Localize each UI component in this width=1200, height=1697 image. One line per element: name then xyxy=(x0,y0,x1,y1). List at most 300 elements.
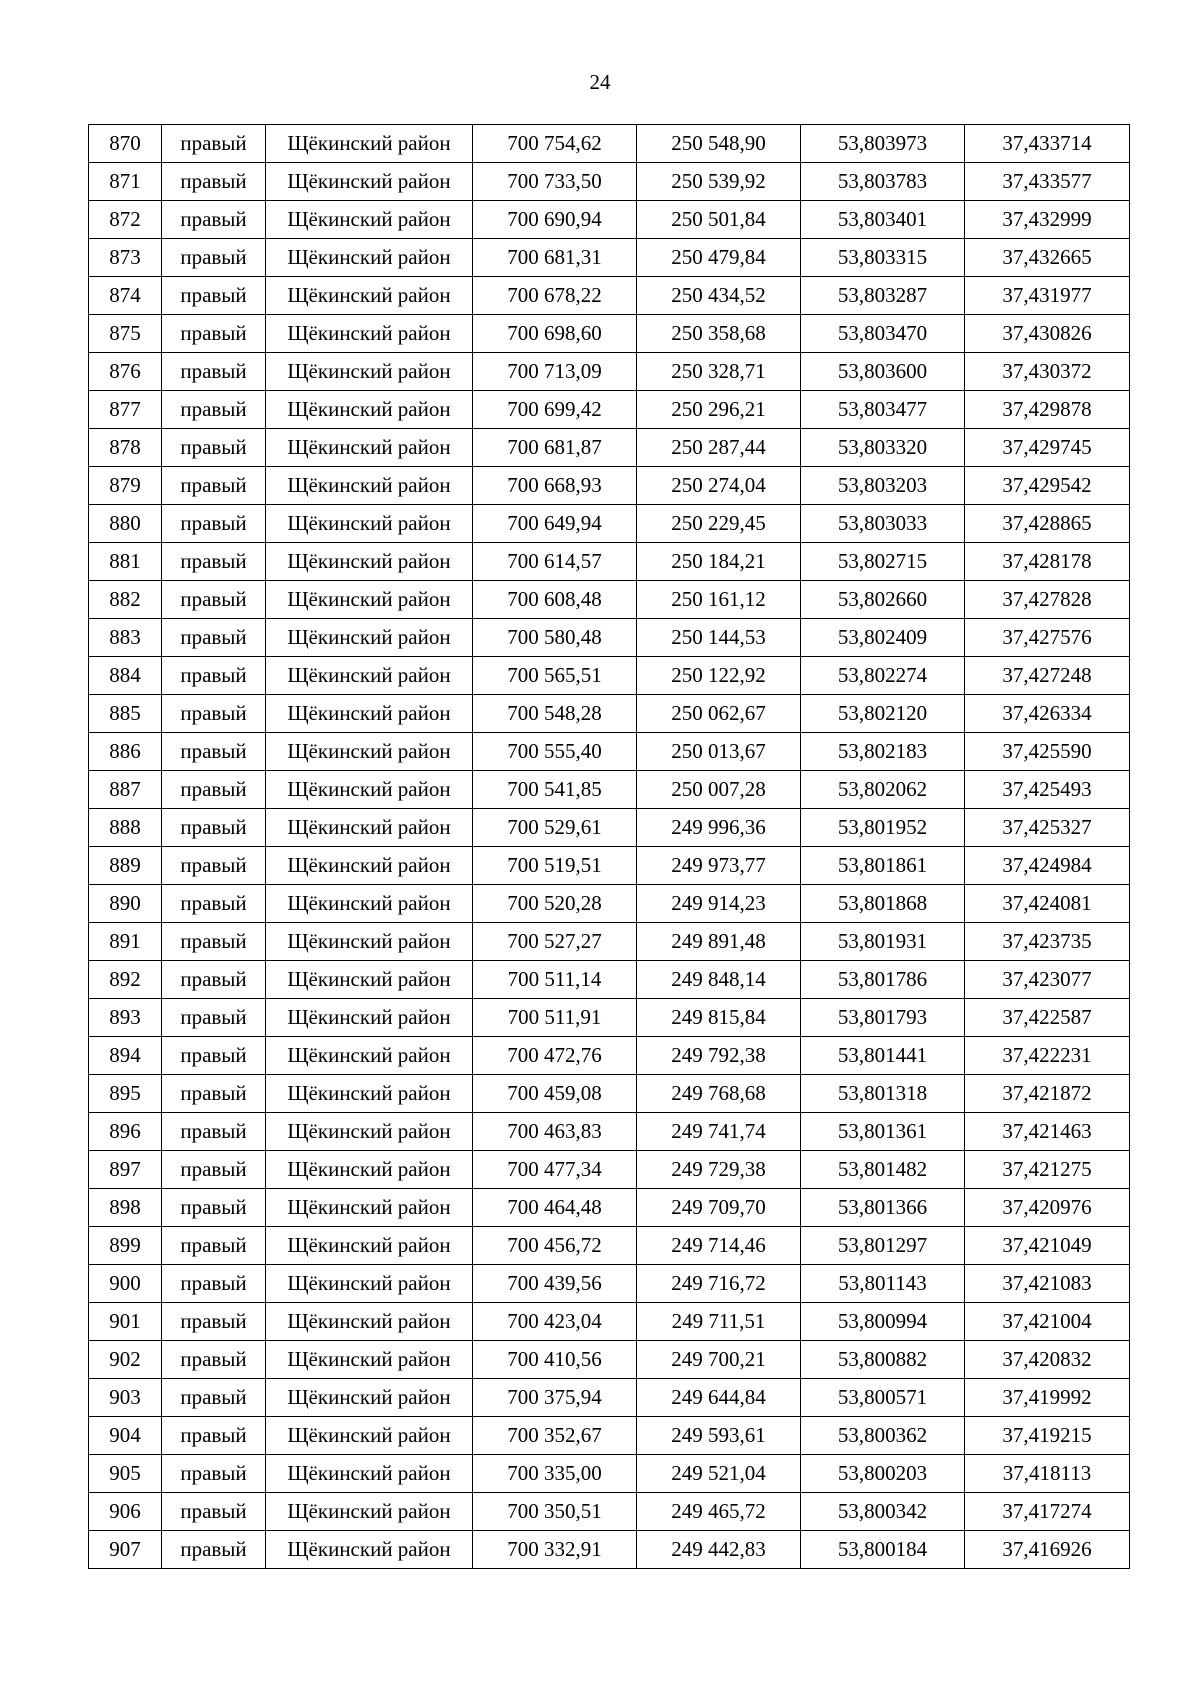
table-row xyxy=(89,619,1130,657)
district-cell: Щёкинский район xyxy=(266,961,473,999)
point-number-cell: 903 xyxy=(89,1379,162,1417)
latitude-cell: 53,802274 xyxy=(801,657,965,695)
table-row xyxy=(89,277,1130,315)
longitude-cell: 37,432665 xyxy=(965,239,1130,277)
longitude-cell: 37,427576 xyxy=(965,619,1130,657)
point-number-cell: 872 xyxy=(89,201,162,239)
longitude-cell: 37,430826 xyxy=(965,315,1130,353)
bank-cell: правый xyxy=(162,1265,266,1303)
point-number-cell: 892 xyxy=(89,961,162,999)
y-coordinate-cell: 250 161,12 xyxy=(637,581,801,619)
latitude-cell: 53,803287 xyxy=(801,277,965,315)
district-cell: Щёкинский район xyxy=(266,619,473,657)
y-coordinate-cell: 250 062,67 xyxy=(637,695,801,733)
y-coordinate-cell: 250 479,84 xyxy=(637,239,801,277)
y-coordinate-cell: 249 768,68 xyxy=(637,1075,801,1113)
longitude-cell: 37,425493 xyxy=(965,771,1130,809)
table-row xyxy=(89,923,1130,961)
point-number-cell: 887 xyxy=(89,771,162,809)
table-row xyxy=(89,505,1130,543)
table-row xyxy=(89,315,1130,353)
district-cell: Щёкинский район xyxy=(266,1379,473,1417)
bank-cell: правый xyxy=(162,1417,266,1455)
longitude-cell: 37,429745 xyxy=(965,429,1130,467)
point-number-cell: 876 xyxy=(89,353,162,391)
bank-cell: правый xyxy=(162,277,266,315)
y-coordinate-cell: 249 644,84 xyxy=(637,1379,801,1417)
point-number-cell: 874 xyxy=(89,277,162,315)
point-number-cell: 907 xyxy=(89,1531,162,1569)
table-row xyxy=(89,1037,1130,1075)
table-row xyxy=(89,1151,1130,1189)
latitude-cell: 53,801441 xyxy=(801,1037,965,1075)
bank-cell: правый xyxy=(162,1113,266,1151)
coordinates-table xyxy=(88,124,1130,1569)
table-row xyxy=(89,657,1130,695)
bank-cell: правый xyxy=(162,1379,266,1417)
table-row xyxy=(89,771,1130,809)
table-row xyxy=(89,543,1130,581)
x-coordinate-cell: 700 580,48 xyxy=(473,619,637,657)
bank-cell: правый xyxy=(162,391,266,429)
x-coordinate-cell: 700 520,28 xyxy=(473,885,637,923)
y-coordinate-cell: 249 709,70 xyxy=(637,1189,801,1227)
y-coordinate-cell: 250 501,84 xyxy=(637,201,801,239)
latitude-cell: 53,800342 xyxy=(801,1493,965,1531)
district-cell: Щёкинский район xyxy=(266,771,473,809)
table-row xyxy=(89,201,1130,239)
y-coordinate-cell: 249 729,38 xyxy=(637,1151,801,1189)
point-number-cell: 884 xyxy=(89,657,162,695)
y-coordinate-cell: 250 296,21 xyxy=(637,391,801,429)
longitude-cell: 37,428178 xyxy=(965,543,1130,581)
longitude-cell: 37,421463 xyxy=(965,1113,1130,1151)
point-number-cell: 896 xyxy=(89,1113,162,1151)
longitude-cell: 37,422587 xyxy=(965,999,1130,1037)
x-coordinate-cell: 700 352,67 xyxy=(473,1417,637,1455)
x-coordinate-cell: 700 519,51 xyxy=(473,847,637,885)
longitude-cell: 37,423735 xyxy=(965,923,1130,961)
longitude-cell: 37,416926 xyxy=(965,1531,1130,1569)
district-cell: Щёкинский район xyxy=(266,429,473,467)
latitude-cell: 53,800362 xyxy=(801,1417,965,1455)
latitude-cell: 53,803320 xyxy=(801,429,965,467)
x-coordinate-cell: 700 681,87 xyxy=(473,429,637,467)
point-number-cell: 899 xyxy=(89,1227,162,1265)
table-row xyxy=(89,695,1130,733)
longitude-cell: 37,432999 xyxy=(965,201,1130,239)
point-number-cell: 886 xyxy=(89,733,162,771)
district-cell: Щёкинский район xyxy=(266,847,473,885)
point-number-cell: 897 xyxy=(89,1151,162,1189)
bank-cell: правый xyxy=(162,999,266,1037)
district-cell: Щёкинский район xyxy=(266,581,473,619)
x-coordinate-cell: 700 754,62 xyxy=(473,125,637,163)
district-cell: Щёкинский район xyxy=(266,543,473,581)
point-number-cell: 894 xyxy=(89,1037,162,1075)
latitude-cell: 53,802660 xyxy=(801,581,965,619)
x-coordinate-cell: 700 511,91 xyxy=(473,999,637,1037)
longitude-cell: 37,421872 xyxy=(965,1075,1130,1113)
y-coordinate-cell: 249 914,23 xyxy=(637,885,801,923)
district-cell: Щёкинский район xyxy=(266,1265,473,1303)
point-number-cell: 891 xyxy=(89,923,162,961)
longitude-cell: 37,420976 xyxy=(965,1189,1130,1227)
latitude-cell: 53,801786 xyxy=(801,961,965,999)
point-number-cell: 898 xyxy=(89,1189,162,1227)
district-cell: Щёкинский район xyxy=(266,239,473,277)
point-number-cell: 888 xyxy=(89,809,162,847)
latitude-cell: 53,800203 xyxy=(801,1455,965,1493)
table-row xyxy=(89,353,1130,391)
point-number-cell: 895 xyxy=(89,1075,162,1113)
longitude-cell: 37,421083 xyxy=(965,1265,1130,1303)
table-body xyxy=(89,125,1130,1569)
longitude-cell: 37,419992 xyxy=(965,1379,1130,1417)
x-coordinate-cell: 700 668,93 xyxy=(473,467,637,505)
longitude-cell: 37,426334 xyxy=(965,695,1130,733)
longitude-cell: 37,433577 xyxy=(965,163,1130,201)
point-number-cell: 879 xyxy=(89,467,162,505)
district-cell: Щёкинский район xyxy=(266,125,473,163)
table-row xyxy=(89,1075,1130,1113)
district-cell: Щёкинский район xyxy=(266,1493,473,1531)
bank-cell: правый xyxy=(162,1455,266,1493)
x-coordinate-cell: 700 614,57 xyxy=(473,543,637,581)
district-cell: Щёкинский район xyxy=(266,657,473,695)
district-cell: Щёкинский район xyxy=(266,999,473,1037)
table-row xyxy=(89,809,1130,847)
longitude-cell: 37,425327 xyxy=(965,809,1130,847)
point-number-cell: 905 xyxy=(89,1455,162,1493)
longitude-cell: 37,424984 xyxy=(965,847,1130,885)
district-cell: Щёкинский район xyxy=(266,163,473,201)
x-coordinate-cell: 700 511,14 xyxy=(473,961,637,999)
bank-cell: правый xyxy=(162,581,266,619)
bank-cell: правый xyxy=(162,733,266,771)
longitude-cell: 37,420832 xyxy=(965,1341,1130,1379)
longitude-cell: 37,431977 xyxy=(965,277,1130,315)
latitude-cell: 53,803477 xyxy=(801,391,965,429)
point-number-cell: 885 xyxy=(89,695,162,733)
latitude-cell: 53,801482 xyxy=(801,1151,965,1189)
x-coordinate-cell: 700 541,85 xyxy=(473,771,637,809)
y-coordinate-cell: 250 184,21 xyxy=(637,543,801,581)
longitude-cell: 37,423077 xyxy=(965,961,1130,999)
latitude-cell: 53,801318 xyxy=(801,1075,965,1113)
x-coordinate-cell: 700 733,50 xyxy=(473,163,637,201)
x-coordinate-cell: 700 699,42 xyxy=(473,391,637,429)
y-coordinate-cell: 249 848,14 xyxy=(637,961,801,999)
latitude-cell: 53,801868 xyxy=(801,885,965,923)
point-number-cell: 878 xyxy=(89,429,162,467)
x-coordinate-cell: 700 335,00 xyxy=(473,1455,637,1493)
district-cell: Щёкинский район xyxy=(266,1037,473,1075)
bank-cell: правый xyxy=(162,467,266,505)
longitude-cell: 37,427248 xyxy=(965,657,1130,695)
district-cell: Щёкинский район xyxy=(266,1151,473,1189)
longitude-cell: 37,429878 xyxy=(965,391,1130,429)
x-coordinate-cell: 700 555,40 xyxy=(473,733,637,771)
district-cell: Щёкинский район xyxy=(266,923,473,961)
x-coordinate-cell: 700 423,04 xyxy=(473,1303,637,1341)
district-cell: Щёкинский район xyxy=(266,695,473,733)
table-row xyxy=(89,581,1130,619)
bank-cell: правый xyxy=(162,619,266,657)
y-coordinate-cell: 249 973,77 xyxy=(637,847,801,885)
table-row xyxy=(89,1113,1130,1151)
bank-cell: правый xyxy=(162,809,266,847)
table-row xyxy=(89,1531,1130,1569)
table-row xyxy=(89,733,1130,771)
point-number-cell: 889 xyxy=(89,847,162,885)
latitude-cell: 53,803600 xyxy=(801,353,965,391)
x-coordinate-cell: 700 332,91 xyxy=(473,1531,637,1569)
table-row xyxy=(89,1417,1130,1455)
district-cell: Щёкинский район xyxy=(266,467,473,505)
y-coordinate-cell: 249 891,48 xyxy=(637,923,801,961)
point-number-cell: 875 xyxy=(89,315,162,353)
longitude-cell: 37,418113 xyxy=(965,1455,1130,1493)
bank-cell: правый xyxy=(162,239,266,277)
bank-cell: правый xyxy=(162,1075,266,1113)
y-coordinate-cell: 249 521,04 xyxy=(637,1455,801,1493)
district-cell: Щёкинский район xyxy=(266,1341,473,1379)
longitude-cell: 37,427828 xyxy=(965,581,1130,619)
longitude-cell: 37,430372 xyxy=(965,353,1130,391)
longitude-cell: 37,421049 xyxy=(965,1227,1130,1265)
latitude-cell: 53,802715 xyxy=(801,543,965,581)
table-row xyxy=(89,1303,1130,1341)
y-coordinate-cell: 249 716,72 xyxy=(637,1265,801,1303)
bank-cell: правый xyxy=(162,1303,266,1341)
y-coordinate-cell: 250 358,68 xyxy=(637,315,801,353)
district-cell: Щёкинский район xyxy=(266,391,473,429)
table-row xyxy=(89,1493,1130,1531)
x-coordinate-cell: 700 698,60 xyxy=(473,315,637,353)
district-cell: Щёкинский район xyxy=(266,1075,473,1113)
table-row xyxy=(89,1379,1130,1417)
longitude-cell: 37,421275 xyxy=(965,1151,1130,1189)
latitude-cell: 53,801861 xyxy=(801,847,965,885)
longitude-cell: 37,422231 xyxy=(965,1037,1130,1075)
bank-cell: правый xyxy=(162,1341,266,1379)
district-cell: Щёкинский район xyxy=(266,353,473,391)
y-coordinate-cell: 249 741,74 xyxy=(637,1113,801,1151)
district-cell: Щёкинский район xyxy=(266,1113,473,1151)
district-cell: Щёкинский район xyxy=(266,1303,473,1341)
point-number-cell: 902 xyxy=(89,1341,162,1379)
longitude-cell: 37,424081 xyxy=(965,885,1130,923)
y-coordinate-cell: 250 229,45 xyxy=(637,505,801,543)
table-row xyxy=(89,1455,1130,1493)
longitude-cell: 37,425590 xyxy=(965,733,1130,771)
bank-cell: правый xyxy=(162,1227,266,1265)
longitude-cell: 37,429542 xyxy=(965,467,1130,505)
bank-cell: правый xyxy=(162,505,266,543)
point-number-cell: 901 xyxy=(89,1303,162,1341)
x-coordinate-cell: 700 463,83 xyxy=(473,1113,637,1151)
district-cell: Щёкинский район xyxy=(266,1531,473,1569)
x-coordinate-cell: 700 681,31 xyxy=(473,239,637,277)
table-row xyxy=(89,125,1130,163)
bank-cell: правый xyxy=(162,923,266,961)
x-coordinate-cell: 700 472,76 xyxy=(473,1037,637,1075)
bank-cell: правый xyxy=(162,201,266,239)
x-coordinate-cell: 700 439,56 xyxy=(473,1265,637,1303)
bank-cell: правый xyxy=(162,657,266,695)
bank-cell: правый xyxy=(162,353,266,391)
table-row xyxy=(89,467,1130,505)
latitude-cell: 53,801793 xyxy=(801,999,965,1037)
latitude-cell: 53,803401 xyxy=(801,201,965,239)
x-coordinate-cell: 700 713,09 xyxy=(473,353,637,391)
x-coordinate-cell: 700 477,34 xyxy=(473,1151,637,1189)
table-row xyxy=(89,163,1130,201)
point-number-cell: 893 xyxy=(89,999,162,1037)
longitude-cell: 37,428865 xyxy=(965,505,1130,543)
bank-cell: правый xyxy=(162,315,266,353)
table-row xyxy=(89,847,1130,885)
point-number-cell: 877 xyxy=(89,391,162,429)
bank-cell: правый xyxy=(162,1189,266,1227)
table-row xyxy=(89,885,1130,923)
district-cell: Щёкинский район xyxy=(266,1417,473,1455)
table-row xyxy=(89,391,1130,429)
bank-cell: правый xyxy=(162,543,266,581)
latitude-cell: 53,800184 xyxy=(801,1531,965,1569)
x-coordinate-cell: 700 690,94 xyxy=(473,201,637,239)
y-coordinate-cell: 250 539,92 xyxy=(637,163,801,201)
x-coordinate-cell: 700 350,51 xyxy=(473,1493,637,1531)
y-coordinate-cell: 249 792,38 xyxy=(637,1037,801,1075)
latitude-cell: 53,800571 xyxy=(801,1379,965,1417)
point-number-cell: 900 xyxy=(89,1265,162,1303)
district-cell: Щёкинский район xyxy=(266,1455,473,1493)
table-row xyxy=(89,239,1130,277)
x-coordinate-cell: 700 464,48 xyxy=(473,1189,637,1227)
latitude-cell: 53,803470 xyxy=(801,315,965,353)
latitude-cell: 53,803033 xyxy=(801,505,965,543)
y-coordinate-cell: 249 714,46 xyxy=(637,1227,801,1265)
y-coordinate-cell: 250 013,67 xyxy=(637,733,801,771)
y-coordinate-cell: 249 700,21 xyxy=(637,1341,801,1379)
y-coordinate-cell: 250 328,71 xyxy=(637,353,801,391)
table-row xyxy=(89,1341,1130,1379)
y-coordinate-cell: 250 287,44 xyxy=(637,429,801,467)
y-coordinate-cell: 249 711,51 xyxy=(637,1303,801,1341)
y-coordinate-cell: 250 122,92 xyxy=(637,657,801,695)
y-coordinate-cell: 249 465,72 xyxy=(637,1493,801,1531)
district-cell: Щёкинский район xyxy=(266,505,473,543)
longitude-cell: 37,419215 xyxy=(965,1417,1130,1455)
x-coordinate-cell: 700 410,56 xyxy=(473,1341,637,1379)
district-cell: Щёкинский район xyxy=(266,201,473,239)
table-row xyxy=(89,429,1130,467)
y-coordinate-cell: 250 144,53 xyxy=(637,619,801,657)
district-cell: Щёкинский район xyxy=(266,315,473,353)
x-coordinate-cell: 700 649,94 xyxy=(473,505,637,543)
latitude-cell: 53,803783 xyxy=(801,163,965,201)
latitude-cell: 53,803203 xyxy=(801,467,965,505)
x-coordinate-cell: 700 678,22 xyxy=(473,277,637,315)
bank-cell: правый xyxy=(162,885,266,923)
longitude-cell: 37,417274 xyxy=(965,1493,1130,1531)
district-cell: Щёкинский район xyxy=(266,1189,473,1227)
bank-cell: правый xyxy=(162,1531,266,1569)
table-row xyxy=(89,1189,1130,1227)
latitude-cell: 53,802409 xyxy=(801,619,965,657)
latitude-cell: 53,800994 xyxy=(801,1303,965,1341)
bank-cell: правый xyxy=(162,163,266,201)
district-cell: Щёкинский район xyxy=(266,809,473,847)
y-coordinate-cell: 249 442,83 xyxy=(637,1531,801,1569)
latitude-cell: 53,801297 xyxy=(801,1227,965,1265)
district-cell: Щёкинский район xyxy=(266,277,473,315)
y-coordinate-cell: 249 996,36 xyxy=(637,809,801,847)
latitude-cell: 53,803973 xyxy=(801,125,965,163)
latitude-cell: 53,802062 xyxy=(801,771,965,809)
latitude-cell: 53,802183 xyxy=(801,733,965,771)
x-coordinate-cell: 700 529,61 xyxy=(473,809,637,847)
table-row xyxy=(89,1265,1130,1303)
latitude-cell: 53,803315 xyxy=(801,239,965,277)
y-coordinate-cell: 250 434,52 xyxy=(637,277,801,315)
point-number-cell: 890 xyxy=(89,885,162,923)
point-number-cell: 906 xyxy=(89,1493,162,1531)
y-coordinate-cell: 249 815,84 xyxy=(637,999,801,1037)
bank-cell: правый xyxy=(162,771,266,809)
bank-cell: правый xyxy=(162,961,266,999)
x-coordinate-cell: 700 456,72 xyxy=(473,1227,637,1265)
table-row xyxy=(89,999,1130,1037)
point-number-cell: 870 xyxy=(89,125,162,163)
table-row xyxy=(89,961,1130,999)
latitude-cell: 53,802120 xyxy=(801,695,965,733)
y-coordinate-cell: 250 274,04 xyxy=(637,467,801,505)
x-coordinate-cell: 700 548,28 xyxy=(473,695,637,733)
point-number-cell: 880 xyxy=(89,505,162,543)
point-number-cell: 873 xyxy=(89,239,162,277)
y-coordinate-cell: 250 548,90 xyxy=(637,125,801,163)
table-row xyxy=(89,1227,1130,1265)
x-coordinate-cell: 700 527,27 xyxy=(473,923,637,961)
latitude-cell: 53,801931 xyxy=(801,923,965,961)
longitude-cell: 37,421004 xyxy=(965,1303,1130,1341)
x-coordinate-cell: 700 565,51 xyxy=(473,657,637,695)
x-coordinate-cell: 700 459,08 xyxy=(473,1075,637,1113)
point-number-cell: 881 xyxy=(89,543,162,581)
latitude-cell: 53,800882 xyxy=(801,1341,965,1379)
bank-cell: правый xyxy=(162,125,266,163)
bank-cell: правый xyxy=(162,1037,266,1075)
point-number-cell: 883 xyxy=(89,619,162,657)
y-coordinate-cell: 249 593,61 xyxy=(637,1417,801,1455)
page-number: 24 xyxy=(589,70,611,94)
latitude-cell: 53,801952 xyxy=(801,809,965,847)
district-cell: Щёкинский район xyxy=(266,885,473,923)
bank-cell: правый xyxy=(162,429,266,467)
latitude-cell: 53,801361 xyxy=(801,1113,965,1151)
district-cell: Щёкинский район xyxy=(266,1227,473,1265)
bank-cell: правый xyxy=(162,847,266,885)
point-number-cell: 882 xyxy=(89,581,162,619)
bank-cell: правый xyxy=(162,1151,266,1189)
district-cell: Щёкинский район xyxy=(266,733,473,771)
bank-cell: правый xyxy=(162,1493,266,1531)
longitude-cell: 37,433714 xyxy=(965,125,1130,163)
latitude-cell: 53,801366 xyxy=(801,1189,965,1227)
